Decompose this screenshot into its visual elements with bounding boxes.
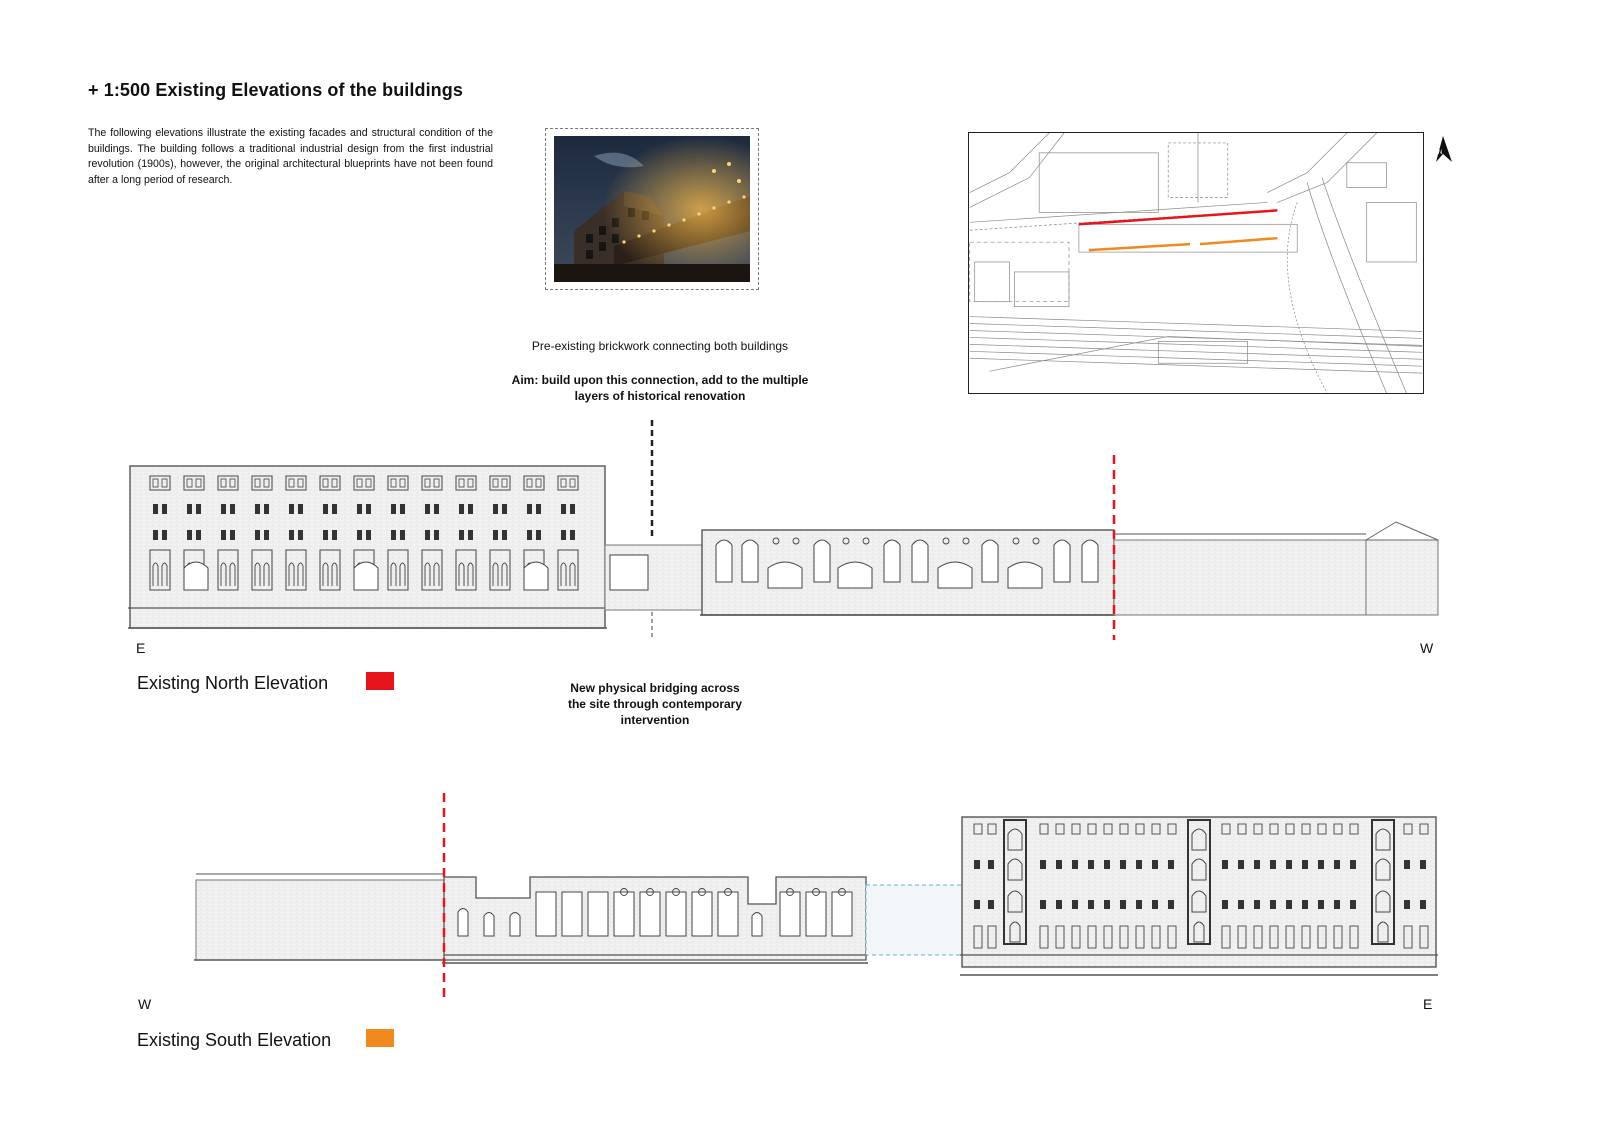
north-arrow-letter: N xyxy=(1438,150,1443,156)
note-aim: Aim: build upon this connection, add to the multiple layers of historical renovation xyxy=(511,373,809,403)
south-elevation-left-direction: W xyxy=(138,996,152,1012)
south-elevation-right-direction: E xyxy=(1423,996,1433,1012)
south-elevation-drawing xyxy=(0,780,1600,1000)
building-night-photo xyxy=(554,136,750,282)
north-elevation-label: Existing North Elevation xyxy=(137,673,329,693)
south-elevation-color-swatch xyxy=(366,1029,394,1047)
site-plan-map xyxy=(968,132,1424,394)
north-elevation-right-direction: W xyxy=(1420,640,1434,656)
north-elevation-left-direction: E xyxy=(136,640,146,656)
page-title: + 1:500 Existing Elevations of the buildings xyxy=(88,80,463,100)
south-elevation-label: Existing South Elevation xyxy=(137,1030,332,1050)
building-photo-frame xyxy=(545,128,759,290)
north-elevation-drawing xyxy=(0,400,1600,640)
note-brickwork: Pre-existing brickwork connecting both buildings xyxy=(531,339,789,353)
intro-paragraph: The following elevations illustrate the existing facades and structural condition of the buildings. The building follows a traditional industrial design from the first industrial revolution (1900s), however, the original architectural blueprints have not been found after a long period of research. xyxy=(88,127,493,186)
north-elevation-color-swatch xyxy=(366,672,394,690)
note-bridging: New physical bridging across the site through contemporary intervention xyxy=(567,681,743,727)
north-arrow-icon xyxy=(1432,134,1454,164)
